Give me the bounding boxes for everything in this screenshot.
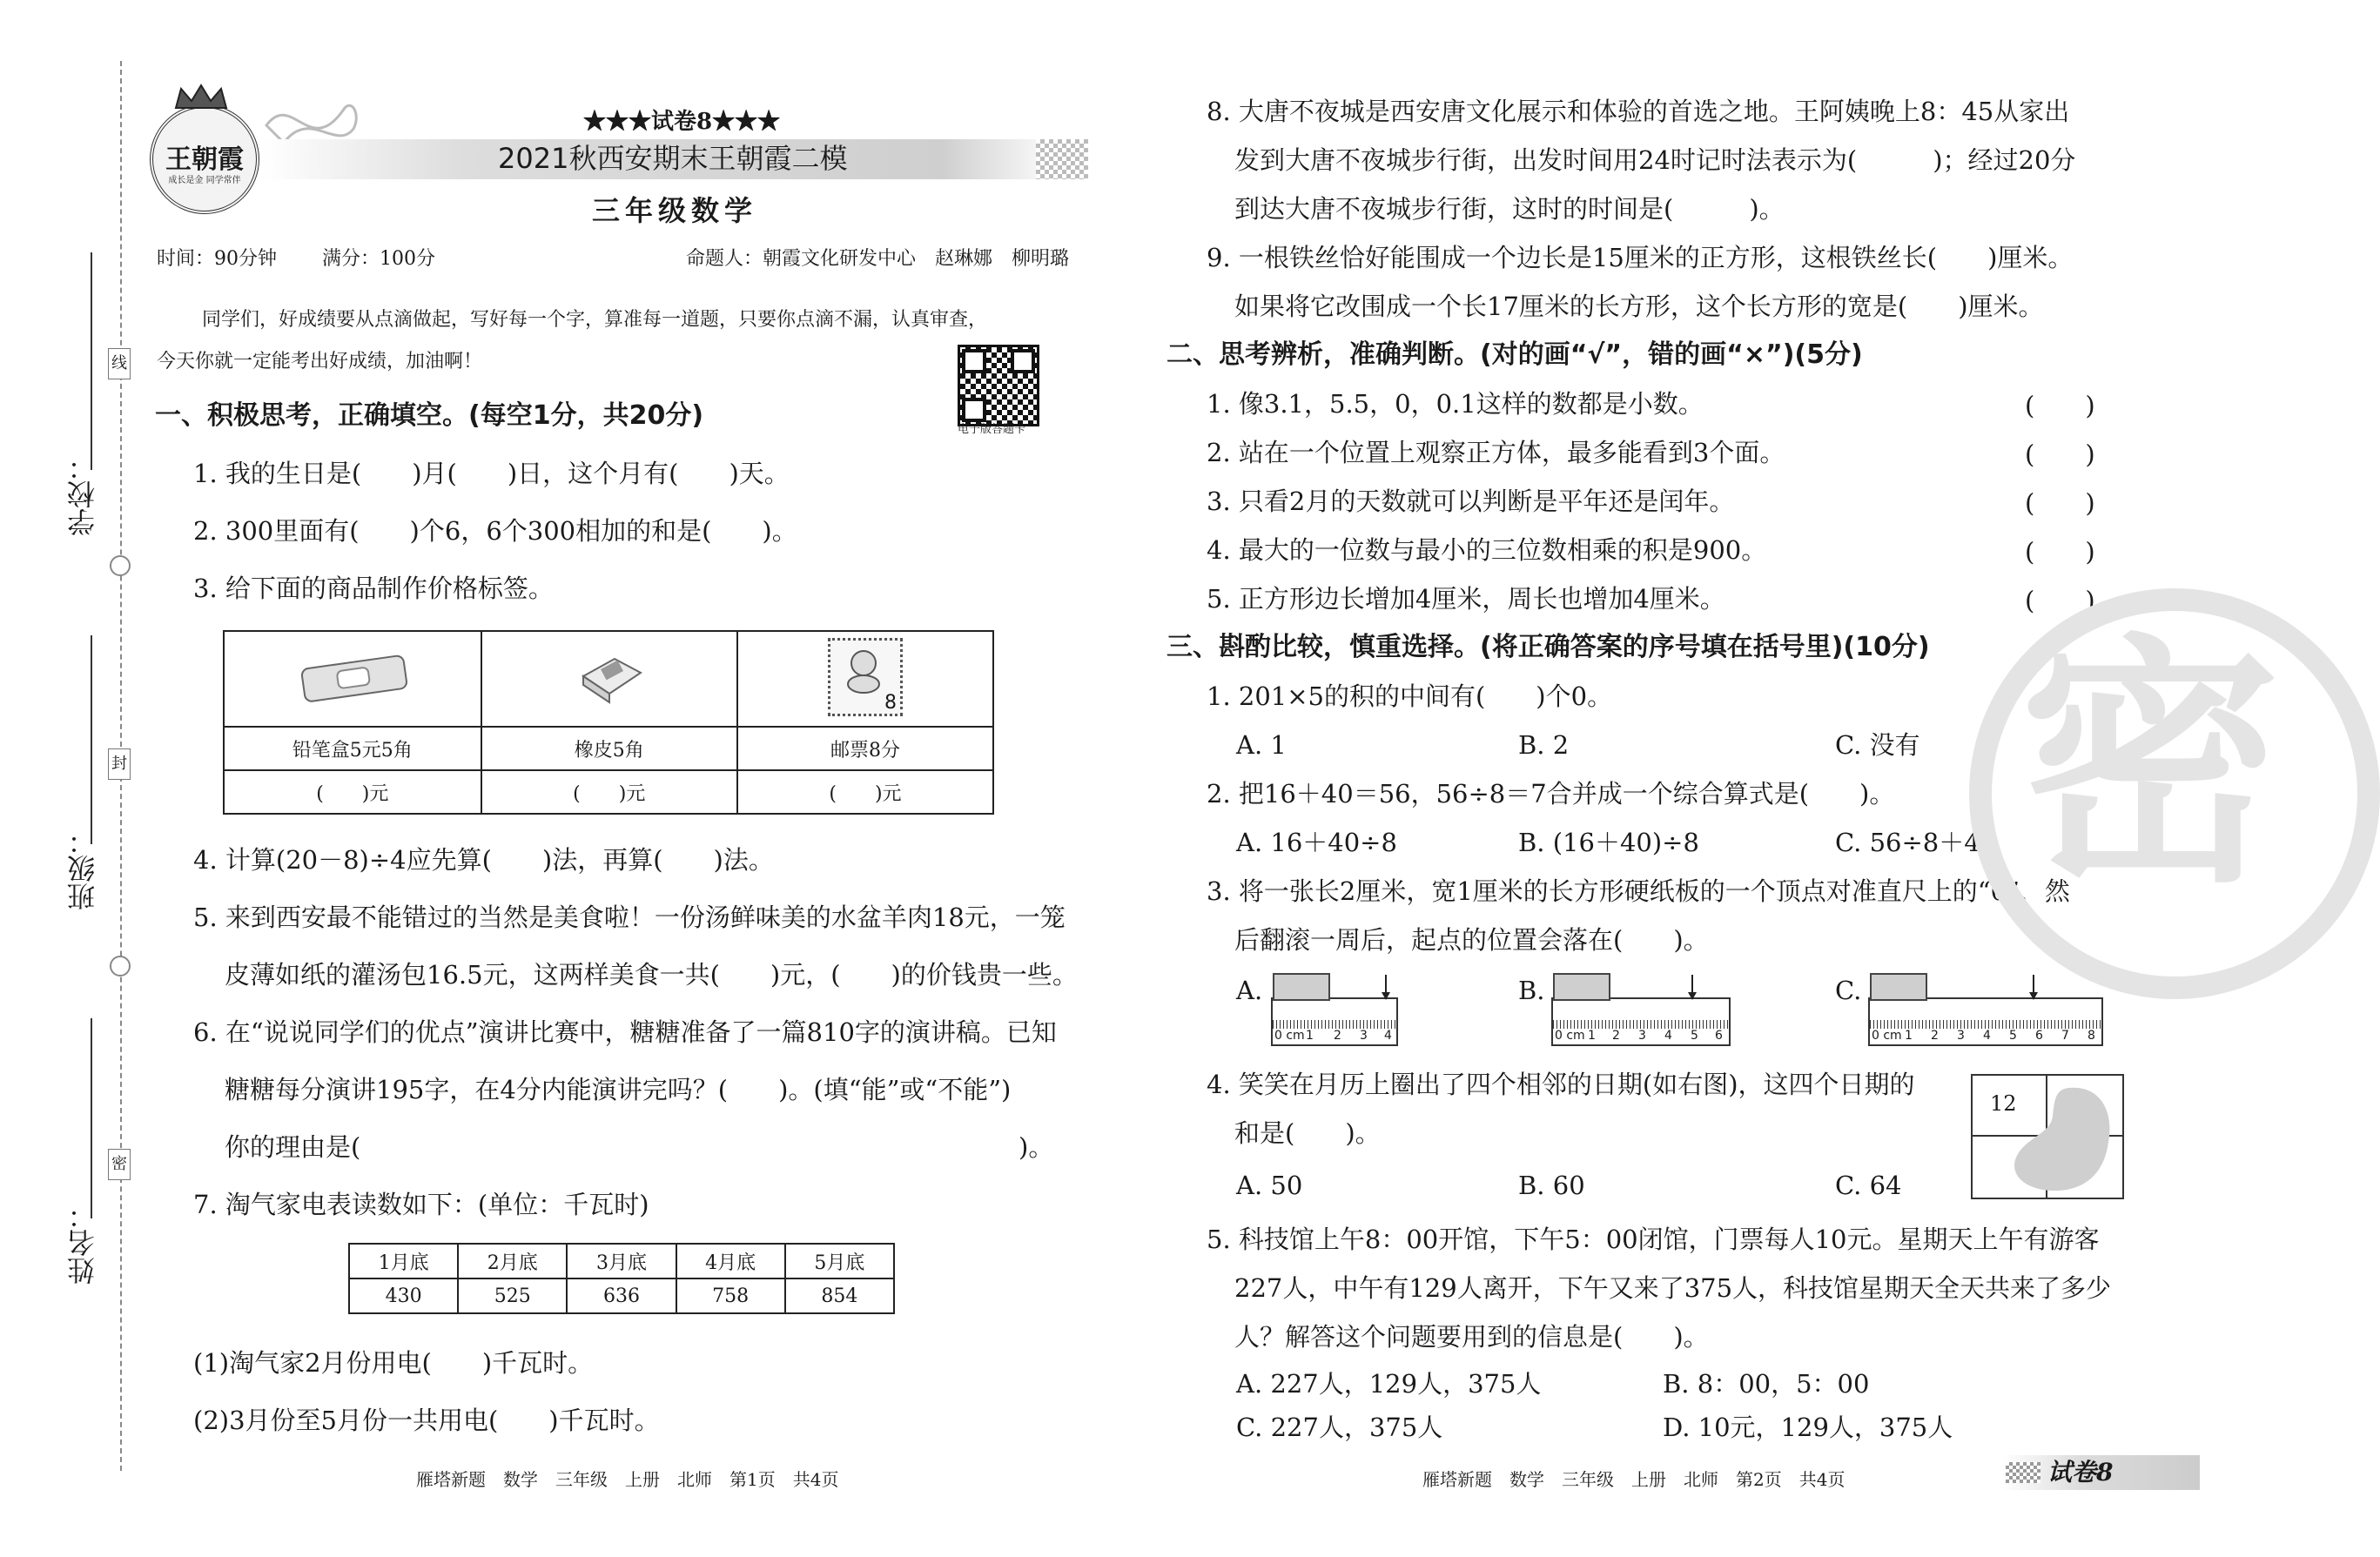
s2-answer-3[interactable]: ( ) <box>2025 488 2095 518</box>
s3-q3-line2: 后翻滚一周后，起点的位置会落在( )。 <box>1234 925 1709 955</box>
eraser-cell <box>481 631 737 727</box>
s3-q5-option-d[interactable]: D. 10元，129人，375人 <box>1663 1413 1953 1442</box>
footer-right: 雁塔新题 数学 三年级 上册 北师 第2页 共4页 <box>1422 1469 1846 1490</box>
exam-number: ★★★试卷8★★★ <box>583 109 781 135</box>
ruler-a-label: 1 <box>1306 1029 1314 1043</box>
s3-q1-option-c[interactable]: C. 没有 <box>1835 730 1920 760</box>
s1-q1: 1. 我的生日是( )月( )日，这个月有( )天。 <box>193 459 790 488</box>
calendar-cover-icon <box>1999 1081 2121 1196</box>
s3-q3-option-b[interactable]: B. <box>1518 976 1545 1005</box>
logo-text: 王朝霞 <box>165 144 244 175</box>
ruler-a-label: 2 <box>1334 1029 1341 1043</box>
exam-title: 2021秋西安期末王朝霞二模 <box>498 142 848 175</box>
meter-value-1: 525 <box>458 1278 567 1313</box>
s3-q5-option-b[interactable]: B. 8：00，5：00 <box>1663 1369 1870 1399</box>
s3-q4-line1: 4. 笑笑在月历上圈出了四个相邻的日期(如右图)，这四个日期的 <box>1207 1070 1915 1099</box>
footer-checker-icon <box>2006 1462 2040 1483</box>
s3-q5-option-a[interactable]: A. 227人，129人，375人 <box>1236 1369 1542 1399</box>
meter-header-3: 4月底 <box>676 1244 785 1278</box>
ruler-c-label: 4 <box>1983 1029 1991 1043</box>
stamp-icon <box>828 638 903 716</box>
ruler-c-label: 3 <box>1957 1029 1965 1043</box>
meter-table <box>348 1243 895 1314</box>
ruler-b-label: 4 <box>1664 1029 1672 1043</box>
s3-q1: 1. 201×5的积的中间有( )个0。 <box>1207 681 1613 711</box>
price-label-2: 邮票8分 <box>737 727 993 770</box>
ruler-b-label: 2 <box>1612 1029 1620 1043</box>
ruler-a-rectangle <box>1273 973 1330 1001</box>
ruler-b-arrow-icon <box>1687 975 1698 1004</box>
s1-q6-line1: 6. 在“说说同学们的优点”演讲比赛中，糖糖准备了一篇810字的演讲稿。已知 <box>193 1017 1057 1047</box>
ruler-a-label: 4 <box>1384 1029 1392 1043</box>
s3-q4-option-a[interactable]: A. 50 <box>1236 1171 1303 1200</box>
subject-title: 三年级数学 <box>592 194 758 227</box>
s3-q4-option-b[interactable]: B. 60 <box>1518 1171 1585 1200</box>
s2-answer-4[interactable]: ( ) <box>2025 537 2095 567</box>
ruler-b-label: 1 <box>1588 1029 1596 1043</box>
s3-q5-line2: 227人，中午有129人离开，下午又来了375人，科技馆星期天全天共来了多少 <box>1234 1273 2112 1303</box>
score-info: 满分：100分 <box>322 248 435 270</box>
binding-dense-mark: 密 <box>108 1149 131 1180</box>
header-checker-icon <box>1036 139 1088 179</box>
s2-item-4: 4. 最大的一位数与最小的三位数相乘的积是900。 <box>1207 535 1767 565</box>
pencil-case-cell <box>224 631 481 727</box>
intro-line-2: 今天你就一定能考出好成绩，加油啊！ <box>157 351 483 372</box>
s3-q5-line1: 5. 科技馆上午8：00开馆，下午5：00闭馆，门票每人10元。星期天上午有游客 <box>1207 1225 2100 1254</box>
meter-header-1: 2月底 <box>458 1244 567 1278</box>
footer-left: 雁塔新题 数学 三年级 上册 北师 第1页 共4页 <box>416 1469 839 1490</box>
ruler-c-unit: 0 cm <box>1872 1029 1902 1043</box>
section1-title: 一、积极思考，正确填空。(每空1分，共20分) <box>155 400 704 431</box>
meter-header-0: 1月底 <box>349 1244 458 1278</box>
s3-q2-option-b[interactable]: B. (16＋40)÷8 <box>1518 828 1699 857</box>
pencil-case-icon <box>287 647 418 708</box>
s1-q7-2: (2)3月份至5月份一共用电( )千瓦时。 <box>193 1406 660 1435</box>
meter-value-0: 430 <box>349 1278 458 1313</box>
price-label-1: 橡皮5角 <box>481 727 737 770</box>
ruler-c-label: 2 <box>1931 1029 1939 1043</box>
ruler-b-label: 3 <box>1638 1029 1646 1043</box>
price-tag-table <box>223 630 994 815</box>
intro-line-1: 同学们，好成绩要从点滴做起，写好每一个字，算准每一道题，只要你点滴不漏，认真审查， <box>202 309 988 331</box>
meter-header-2: 3月底 <box>567 1244 676 1278</box>
q8-line3: 到达大唐不夜城步行街，这时的时间是( )。 <box>1234 194 1785 224</box>
binding-hole-1 <box>110 555 131 576</box>
s1-q5-line1: 5. 来到西安最不能错过的当然是美食啦！一份汤鲜味美的水盆羊肉18元，一笼 <box>193 903 1066 932</box>
q9-line2: 如果将它改围成一个长17厘米的长方形，这个长方形的宽是( )厘米。 <box>1234 292 2044 321</box>
logo <box>150 104 259 214</box>
s2-answer-2[interactable]: ( ) <box>2025 440 2095 469</box>
section2-title: 二、思考辨析，准确判断。(对的画“√”，错的画“×”)(5分) <box>1166 339 1863 370</box>
s2-item-5: 5. 正方形边长增加4厘米，周长也增加4厘米。 <box>1207 584 1725 614</box>
meter-header-4: 5月底 <box>785 1244 894 1278</box>
binding-seal-mark: 封 <box>108 748 131 780</box>
s2-item-1: 1. 像3.1，5.5，0，0.1这样的数都是小数。 <box>1207 389 1704 419</box>
price-label-0: 铅笔盒5元5角 <box>224 727 481 770</box>
time-info: 时间：90分钟 <box>157 248 277 270</box>
stamp-value: 8 <box>884 692 897 714</box>
price-answer-0[interactable]: ( )元 <box>224 770 481 814</box>
s1-q3: 3. 给下面的商品制作价格标签。 <box>193 574 554 603</box>
s2-item-2: 2. 站在一个位置上观察正方体，最多能看到3个面。 <box>1207 438 1785 467</box>
s1-q6-reason: 你的理由是( <box>225 1132 361 1162</box>
s1-q7-1: (1)淘气家2月份用电( )千瓦时。 <box>193 1348 594 1378</box>
qr-caption: 电子版答题卡 <box>958 423 1026 436</box>
s2-answer-1[interactable]: ( ) <box>2025 391 2095 420</box>
price-answer-1[interactable]: ( )元 <box>481 770 737 814</box>
ruler-a <box>1271 997 1398 1046</box>
ruler-c-label: 6 <box>2035 1029 2043 1043</box>
s3-q3-option-a[interactable]: A. <box>1236 976 1263 1005</box>
ruler-b-rectangle <box>1553 973 1610 1001</box>
s3-q3-option-c[interactable]: C. <box>1835 976 1862 1005</box>
price-answer-2[interactable]: ( )元 <box>737 770 993 814</box>
footer-tag: 试卷8 <box>2047 1458 2114 1487</box>
s3-q2-option-c[interactable]: C. 56÷8＋40 <box>1835 828 1997 857</box>
s3-q1-option-b[interactable]: B. 2 <box>1518 730 1570 760</box>
q8-line1: 8. 大唐不夜城是西安唐文化展示和体验的首选之地。王阿姨晚上8：45从家出 <box>1207 97 2070 126</box>
s3-q1-option-a[interactable]: A. 1 <box>1236 730 1287 760</box>
section3-title: 三、斟酌比较，慎重选择。(将正确答案的序号填在括号里)(10分) <box>1166 632 1930 662</box>
class-line[interactable] <box>91 635 92 844</box>
calendar-grid <box>1971 1074 2124 1199</box>
authors-info: 命题人：朝霞文化研发中心 赵琳娜 柳明璐 <box>686 248 1070 270</box>
ruler-a-arrow-icon <box>1381 975 1391 1004</box>
ruler-c-label: 5 <box>2009 1029 2017 1043</box>
q8-line2: 发到大唐不夜城步行街，出发时间用24时记时法表示为( )；经过20分 <box>1234 145 2076 175</box>
s1-q4: 4. 计算(20－8)÷4应先算( )法，再算( )法。 <box>193 845 774 875</box>
logo-slogan: 成长是金 同学常伴 <box>168 176 241 185</box>
s3-q2: 2. 把16＋40＝56，56÷8＝7合并成一个综合算式是( )。 <box>1207 779 1895 809</box>
s3-q5-option-c[interactable]: C. 227人，375人 <box>1236 1413 1443 1442</box>
name-label: 姓名： <box>66 1201 99 1285</box>
school-line[interactable] <box>91 252 92 470</box>
ruler-b-label: 5 <box>1691 1029 1698 1043</box>
s1-q6-line2: 糖糖每分演讲195字，在4分内能演讲完吗？( )。(填“能”或“不能”) <box>225 1075 1012 1104</box>
s1-q2: 2. 300里面有( )个6，6个300相加的和是( )。 <box>193 516 797 546</box>
ruler-a-label: 3 <box>1360 1029 1368 1043</box>
s2-answer-5[interactable]: ( ) <box>2025 586 2095 615</box>
s3-q4-option-c[interactable]: C. 64 <box>1835 1171 1902 1200</box>
binding-line-mark: 线 <box>108 348 131 379</box>
crown-icon <box>174 84 228 110</box>
s1-q5-line2: 皮薄如纸的灌汤包16.5元，这两样美食一共( )元，( )的价钱贵一些。 <box>225 960 1078 990</box>
name-line[interactable] <box>91 1018 92 1218</box>
school-label: 学校： <box>66 453 99 536</box>
meter-value-4: 854 <box>785 1278 894 1313</box>
meter-value-3: 758 <box>676 1278 785 1313</box>
s2-item-3: 3. 只看2月的天数就可以判断是平年还是闰年。 <box>1207 487 1735 516</box>
ruler-b <box>1551 997 1731 1046</box>
binding-hole-2 <box>110 956 131 976</box>
ruler-c-label: 7 <box>2061 1029 2069 1043</box>
s3-q4-line2: 和是( )。 <box>1234 1118 1381 1148</box>
ruler-b-unit: 0 cm <box>1555 1029 1585 1043</box>
calendar-number: 12 <box>1990 1091 2017 1116</box>
s3-q3-line1: 3. 将一张长2厘米，宽1厘米的长方形硬纸板的一个顶点对准直尺上的“0”，然 <box>1207 876 2070 906</box>
ruler-c <box>1868 997 2103 1046</box>
s3-q2-option-a[interactable]: A. 16＋40÷8 <box>1236 828 1397 857</box>
qr-code-icon[interactable] <box>958 345 1039 426</box>
ruler-c-label: 8 <box>2088 1029 2095 1043</box>
ruler-c-arrow-icon <box>2028 975 2039 1004</box>
s1-q7: 7. 淘气家电表读数如下：(单位：千瓦时) <box>193 1190 649 1219</box>
secret-watermark-mark: 密 <box>2020 614 2281 917</box>
q9-line1: 9. 一根铁丝恰好能围成一个边长是15厘米的正方形，这根铁丝长( )厘米。 <box>1207 243 2074 272</box>
s3-q5-line3: 人？解答这个问题要用到的信息是( )。 <box>1234 1322 1709 1352</box>
ruler-b-label: 6 <box>1715 1029 1723 1043</box>
ruler-c-rectangle <box>1870 973 1927 1001</box>
ruler-a-unit: 0 cm <box>1274 1029 1305 1043</box>
class-label: 班级： <box>66 827 99 910</box>
stamp-cell <box>737 631 993 727</box>
ruler-c-label: 1 <box>1905 1029 1913 1043</box>
eraser-icon <box>566 647 653 708</box>
s1-q6-reason-end: )。 <box>1019 1132 1054 1162</box>
meter-value-2: 636 <box>567 1278 676 1313</box>
